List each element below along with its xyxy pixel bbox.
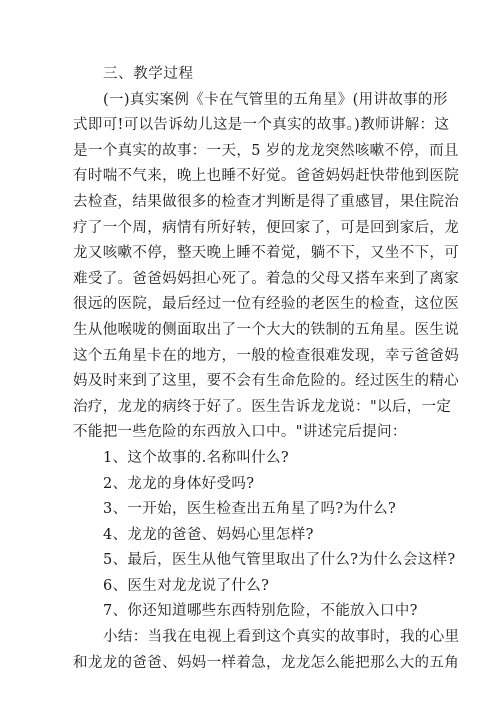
paragraph-line: 难受了。爸爸妈妈担心死了。着急的父母又搭车来到了离家: [73, 270, 460, 287]
document-body: [73, 62, 460, 676]
section-heading: 三、教学过程: [103, 66, 194, 82]
summary-line: 和龙龙的爸爸、妈妈一样着急，龙龙怎么能把那么大的五角: [73, 654, 460, 671]
question-item: 6、医生对龙龙说了什么?: [103, 577, 270, 594]
paragraph-line: 不能把一些危险的东西放入口中。"讲述完后提问：: [73, 424, 407, 441]
question-item: 3、一开始，医生检查出五角星了吗?为什么?: [103, 501, 397, 518]
paragraph-line: 很远的医院，最后经过一位有经验的老医生的检查，这位医: [73, 296, 460, 313]
paragraph-line: (一)真实案例《卡在气管里的五角星》(用讲故事的形: [103, 91, 448, 108]
paragraph-line: 龙又咳嗽不停，整天晚上睡不着觉，躺不下，又坐不下，可: [73, 245, 460, 262]
paragraph-line: 生从他喉咙的侧面取出了一个大大的铁制的五角星。医生说: [73, 321, 460, 338]
paragraph-line: 有时喘不气来，晚上也睡不好觉。爸爸妈妈赶快带他到医院: [73, 168, 460, 185]
paragraph-line: 去检查，结果做很多的检查才判断是得了重感冒，果住院治: [73, 193, 460, 210]
paragraph-line: 式即可!可以告诉幼儿这是一个真实的故事。)教师讲解：这: [73, 117, 450, 134]
question-item: 7、你还知道哪些东西特别危险，不能放入口中?: [103, 603, 418, 620]
question-item: 2、龙龙的身体好受吗?: [103, 475, 255, 492]
question-item: 1、这个故事的.名称叫什么?: [103, 449, 290, 466]
question-item: 5、最后，医生从他气管里取出了什么?为什么会这样?: [103, 552, 456, 569]
paragraph-line: 这个五角星卡在的地方，一般的检查很难发现，幸亏爸爸妈: [73, 347, 460, 364]
paragraph-line: 疗了一个周，病情有所好转，便回家了，可是回到家后，龙: [73, 219, 460, 236]
question-item: 4、龙龙的爸爸、妈妈心里怎样?: [103, 526, 314, 543]
paragraph-line: 治疗，龙龙的病终于好了。医生告诉龙龙说："以后，一定: [73, 398, 452, 415]
summary-line: 小结：当我在电视上看到这个真实的故事时，我的心里: [103, 629, 460, 646]
paragraph-line: 妈及时来到了这里，要不会有生命危险的。经过医生的精心: [73, 373, 460, 390]
paragraph-line: 是一个真实的故事：一天，5 岁的龙龙突然咳嗽不停，而且: [73, 142, 459, 159]
